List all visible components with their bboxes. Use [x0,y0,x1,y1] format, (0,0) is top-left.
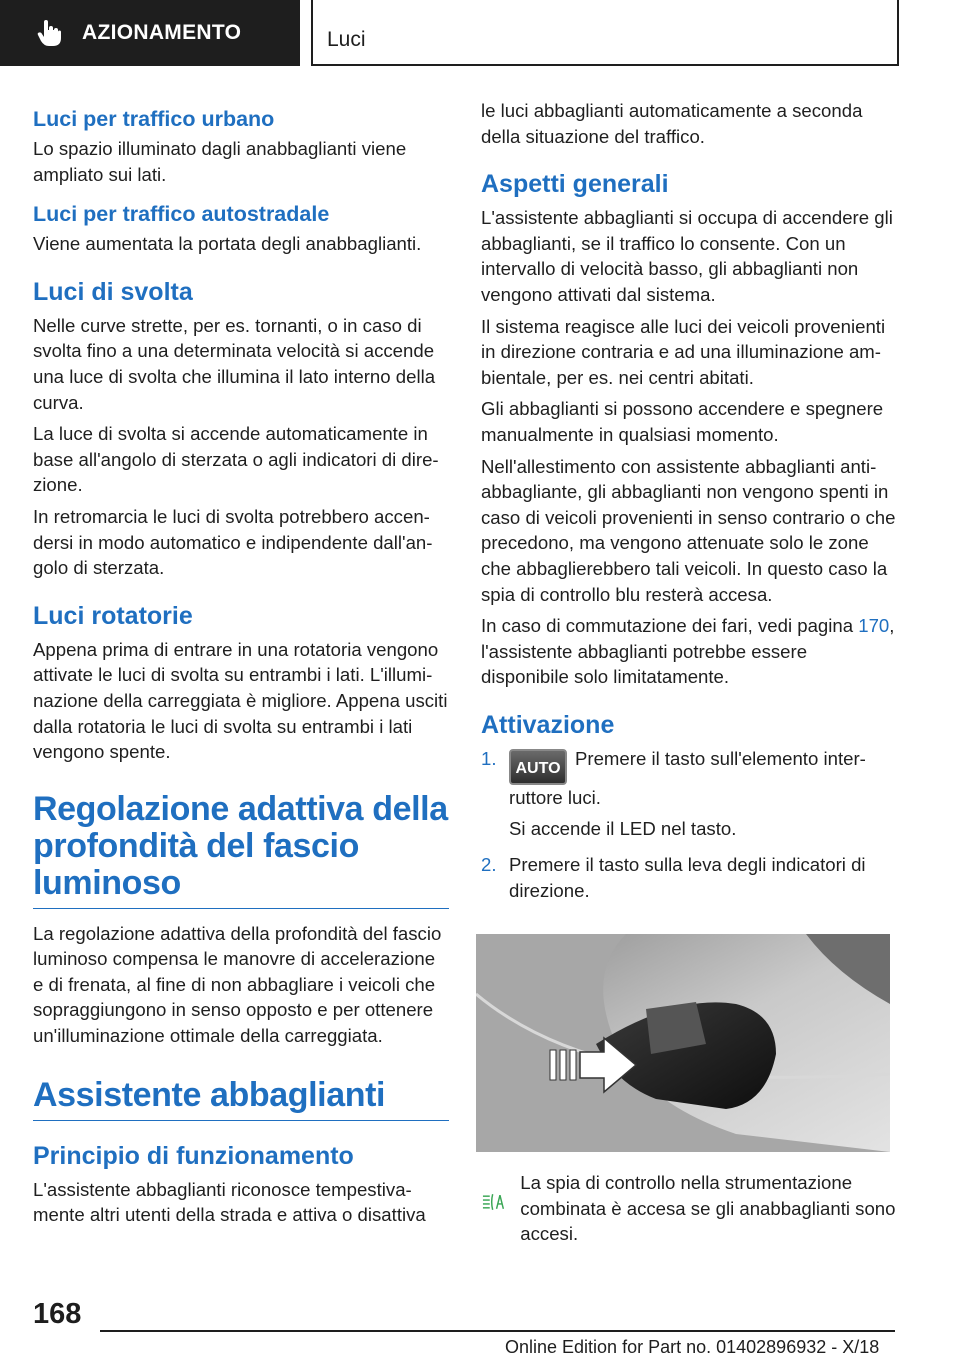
heading-traffico-autostradale: Luci per traffico autostradale [33,202,330,227]
chapter-tab [311,0,899,66]
heading-aspetti-generali: Aspetti generali [481,170,669,199]
paragraph: Gli abbaglianti si possono accendere e spegnere manualmente in qualsiasi momento. [481,398,884,445]
step-text [509,746,897,811]
paragraph: le luci abbaglianti automaticamente a seconda della situazione del traffico. [481,100,863,147]
text: In caso di commutazione dei fari, vedi pagina [481,615,859,637]
paragraph-page-reference [481,613,897,690]
step-subtext: Si accende il LED nel tasto. [509,818,737,840]
page-link[interactable]: 170 [858,615,890,637]
text: , l'assistente abbaglianti potrebbe essere disponibile solo limitatamente. [481,615,895,688]
footer-divider [100,1330,895,1332]
turn-signal-lever-illustration [476,934,890,1152]
paragraph: Nell'allestimento con assistente abbaglianti anti-abbagliante, gli abbaglianti non vengono spenti in caso di veicoli provenienti in senso contrario o che precedono, ma vengono attenuate solo le zone che abbaglierebbero tali veicoli. In questo caso la spia di controllo blu resterà accesa. [481,455,896,605]
step-item [481,852,897,909]
paragraph: Il sistema reagisce alle luci dei veicoli provenienti in direzione contraria e ad una illuminazione ambientale, per es. nei centri abitati. [481,315,886,388]
paragraph: L'assistente abbaglianti si occupa di accendere gli abbaglianti, se il traffico lo consente. Con un intervallo di velocità basso, gli abbaglianti non vengono attivati dal sistema. [481,207,893,305]
paragraph: In retromarcia le luci di svolta potrebbero accendersi in modo automatico e indipendente dall'angolo di sterzata. [33,505,433,579]
page-number: 168 [33,1298,82,1330]
step-item [481,746,897,848]
text: Premere il tasto sull'elemento interruttore luci. [509,747,866,808]
paragraph: La regolazione adattiva della profondità del fascio luminoso compensa le manovre di accelerazione e di frenata, al fine di non abbagliare i veicoli che sopraggiungono in senso opposto e per ottenere un'illuminazione ottimale della carreggiata. [33,922,442,1047]
chapter-title: Luci [327,28,366,51]
heading-regolazione-adattiva: Regolazione adattiva della profondità del fascio luminoso [33,791,449,909]
heading-attivazione: Attivazione [481,710,615,739]
heading-principio-funzionamento: Principio di funzionamento [33,1141,354,1170]
edition-footer: Online Edition for Part no. 01402896932 - X/18 [505,1337,880,1357]
section-title: AZIONAMENTO [82,21,242,44]
step-text: Premere il tasto sulla leva degli indicatori di direzione. [509,854,866,901]
heading-assistente-abbaglianti: Assistente abbaglianti [33,1077,449,1121]
left-column [33,98,449,1234]
heading-traffico-urbano: Luci per traffico urbano [33,107,275,131]
step-number: 1. [481,747,497,769]
paragraph: Nelle curve strette, per es. tornanti, o in caso di svolta fino a una determinata velocità si accende una luce di svolta che illumina il lato interno della curva. [33,314,436,413]
section-tab [0,0,300,66]
paragraph: La luce di svolta si accende automaticamente in base all'angolo di sterzata o agli indicatori di direzione. [33,423,439,496]
step-number: 2. [481,854,497,876]
paragraph: Viene aumentata la portata degli anabbaglianti. [33,233,422,255]
paragraph: Lo spazio illuminato dagli anabbaglianti viene ampliato sui lati. [33,138,407,185]
heading-luci-di-svolta: Luci di svolta [33,277,193,306]
right-column [481,98,897,909]
indicator-note [481,1170,897,1247]
heading-luci-rotatorie: Luci rotatorie [33,601,193,630]
paragraph: Appena prima di entrare in una rotatoria vengono attivate le luci di svolta su entrambi i lati. L'illuminazione della carreggiata è migliore. Appena usciti dalla rotatoria le luci di svolta su entrambi i lati vengono spente. [33,638,448,763]
paragraph: L'assistente abbaglianti riconosce tempestivamente altri utenti della strada e attiva o disattiva [33,1178,426,1226]
note-text: La spia di controllo nella strumentazione combinata è accesa se gli anabbaglianti sono accesi. [520,1172,896,1245]
auto-headlight-button: AUTO [509,749,567,785]
high-beam-assist-icon [481,1176,506,1228]
lever-image [476,934,890,1152]
hand-pointer-icon [34,18,64,48]
